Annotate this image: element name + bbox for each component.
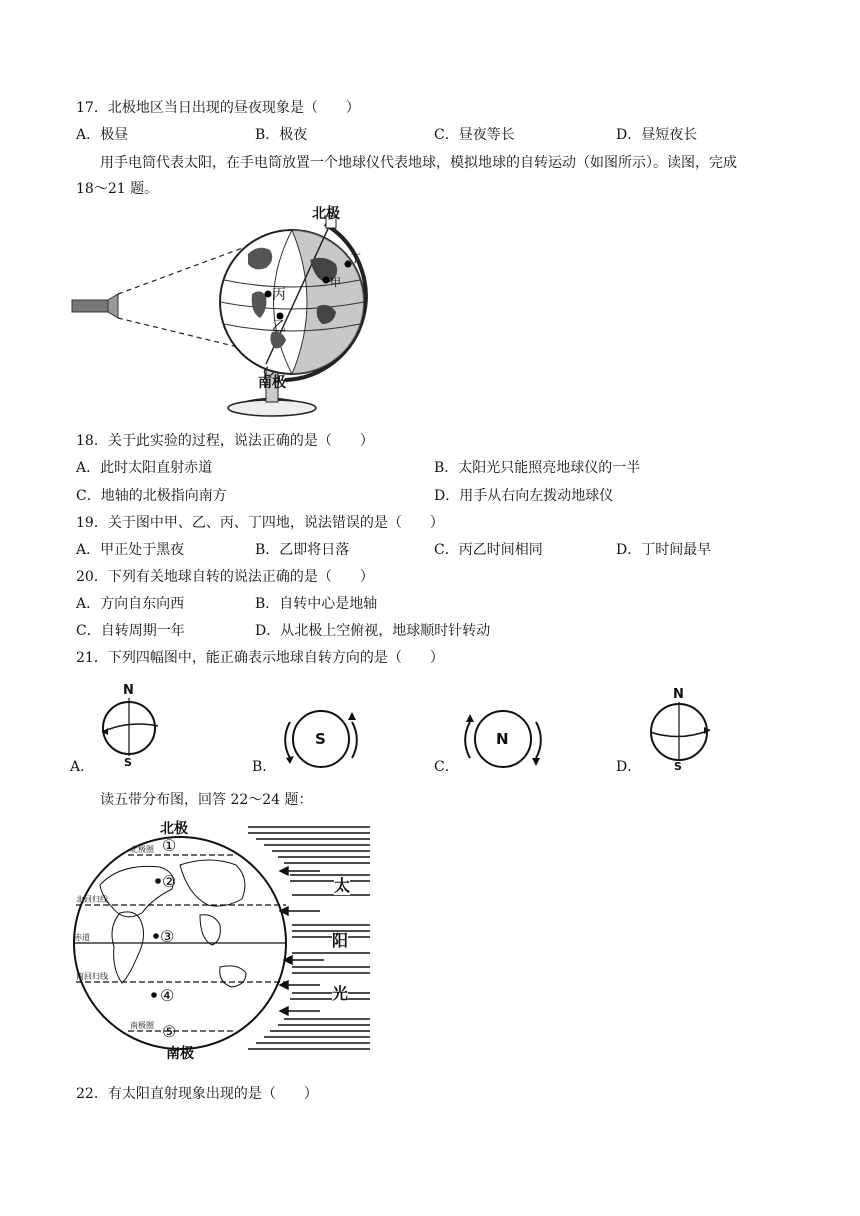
sunlight-label-1: 太 xyxy=(334,876,351,895)
tropic-cancer-label: 北回归线 xyxy=(76,895,108,904)
arctic-circle-label: 北极圈 xyxy=(130,845,154,854)
q17-option-a: A．极昼 xyxy=(76,127,129,143)
sunlight-label-3: 光 xyxy=(332,984,349,1003)
q21-a-s-label: S xyxy=(124,756,132,769)
q20-option-b: B．自转中心是地轴 xyxy=(255,596,378,612)
fig1-point-ding: 丁 xyxy=(350,252,361,265)
zone-5-marker: ⑤ xyxy=(162,1022,177,1041)
zone-2-marker: ② xyxy=(162,872,177,891)
q21-diagram-d xyxy=(644,688,720,774)
q20-option-c: C．自转周期一年 xyxy=(76,623,185,639)
q21-c-n-label: N xyxy=(496,730,509,748)
q19-option-c: C．丙乙时间相同 xyxy=(434,542,543,558)
fig1-point-jia: 甲 xyxy=(330,276,341,289)
five-zones-figure xyxy=(70,815,380,1073)
q21-stem: 21．下列四幅图中，能正确表示地球自转方向的是（ ） xyxy=(76,650,444,666)
zone-1-marker: ① xyxy=(162,836,177,855)
q21-diagram-b xyxy=(280,706,366,772)
q19-option-a: A．甲正处于黑夜 xyxy=(76,542,185,558)
q17-option-b: B．极夜 xyxy=(255,127,308,143)
q21-option-b-label: B． xyxy=(252,759,277,775)
q21-option-a-label: A． xyxy=(70,759,95,775)
q19-option-b: B．乙即将日落 xyxy=(255,542,350,558)
globe-flashlight-svg xyxy=(70,202,400,424)
q17-stem: 17．北极地区当日出现的昼夜现象是（ ） xyxy=(76,100,360,116)
q20-option-d: D．从北极上空俯视，地球顺时针转动 xyxy=(255,623,491,639)
fig1-point-bing: 丙 xyxy=(272,287,286,303)
q18-option-c: C．地轴的北极指向南方 xyxy=(76,488,227,504)
fig2-south-pole-label: 南极 xyxy=(166,1046,194,1062)
q18-stem: 18．关于此实验的过程，说法正确的是（ ） xyxy=(76,433,374,449)
q19-option-d: D．丁时间最早 xyxy=(616,542,712,558)
fig1-south-pole-label: 南极 xyxy=(258,375,286,391)
zone-3-marker: ③ xyxy=(160,927,175,946)
q20-option-a: A．方向自东向西 xyxy=(76,596,185,612)
q21-d-s-label: S xyxy=(674,760,682,773)
q17-option-c: C．昼夜等长 xyxy=(434,127,515,143)
q17-option-d: D．昼短夜长 xyxy=(616,127,698,143)
globe-flashlight-figure xyxy=(70,202,400,424)
q21-option-d-label: D． xyxy=(616,759,642,775)
q21-b-s-label: S xyxy=(315,730,326,748)
q18-option-a: A．此时太阳直射赤道 xyxy=(76,460,213,476)
q18-option-d: D．用手从右向左拨动地球仪 xyxy=(434,488,614,504)
zone-4-marker: ④ xyxy=(160,986,175,1005)
q21-diagram-a xyxy=(96,684,166,770)
fig2-north-pole-label: 北极 xyxy=(160,821,188,837)
q21-option-c-label: C． xyxy=(434,759,459,775)
intro-line-1: 用手电筒代表太阳，在手电筒放置一个地球仪代表地球，模拟地球的自转运动（如图所示）。读图，完成 xyxy=(100,155,737,171)
tropic-capricorn-label: 南回归线 xyxy=(76,972,108,981)
fig1-point-yi: 乙 xyxy=(272,319,286,335)
q19-stem: 19．关于图中甲、乙、丙、丁四地，说法错误的是（ ） xyxy=(76,515,444,531)
intro-line-2: 18～21 题。 xyxy=(76,181,159,197)
fig1-north-pole-label: 北极 xyxy=(312,206,340,222)
q18-option-b: B．太阳光只能照亮地球仪的一半 xyxy=(434,460,641,476)
intro2-text: 读五带分布图，回答 22～24 题： xyxy=(100,792,313,808)
q21-a-n-label: N xyxy=(123,683,134,698)
antarctic-circle-label: 南极圈 xyxy=(130,1021,154,1030)
q20-stem: 20．下列有关地球自转的说法正确的是（ ） xyxy=(76,569,374,585)
q21-diagram-c xyxy=(460,706,546,772)
q21-d-n-label: N xyxy=(673,687,684,702)
equator-label: 赤道 xyxy=(74,933,90,942)
q22-stem: 22．有太阳直射现象出现的是（ ） xyxy=(76,1086,318,1102)
sunlight-label-2: 阳 xyxy=(332,931,349,950)
